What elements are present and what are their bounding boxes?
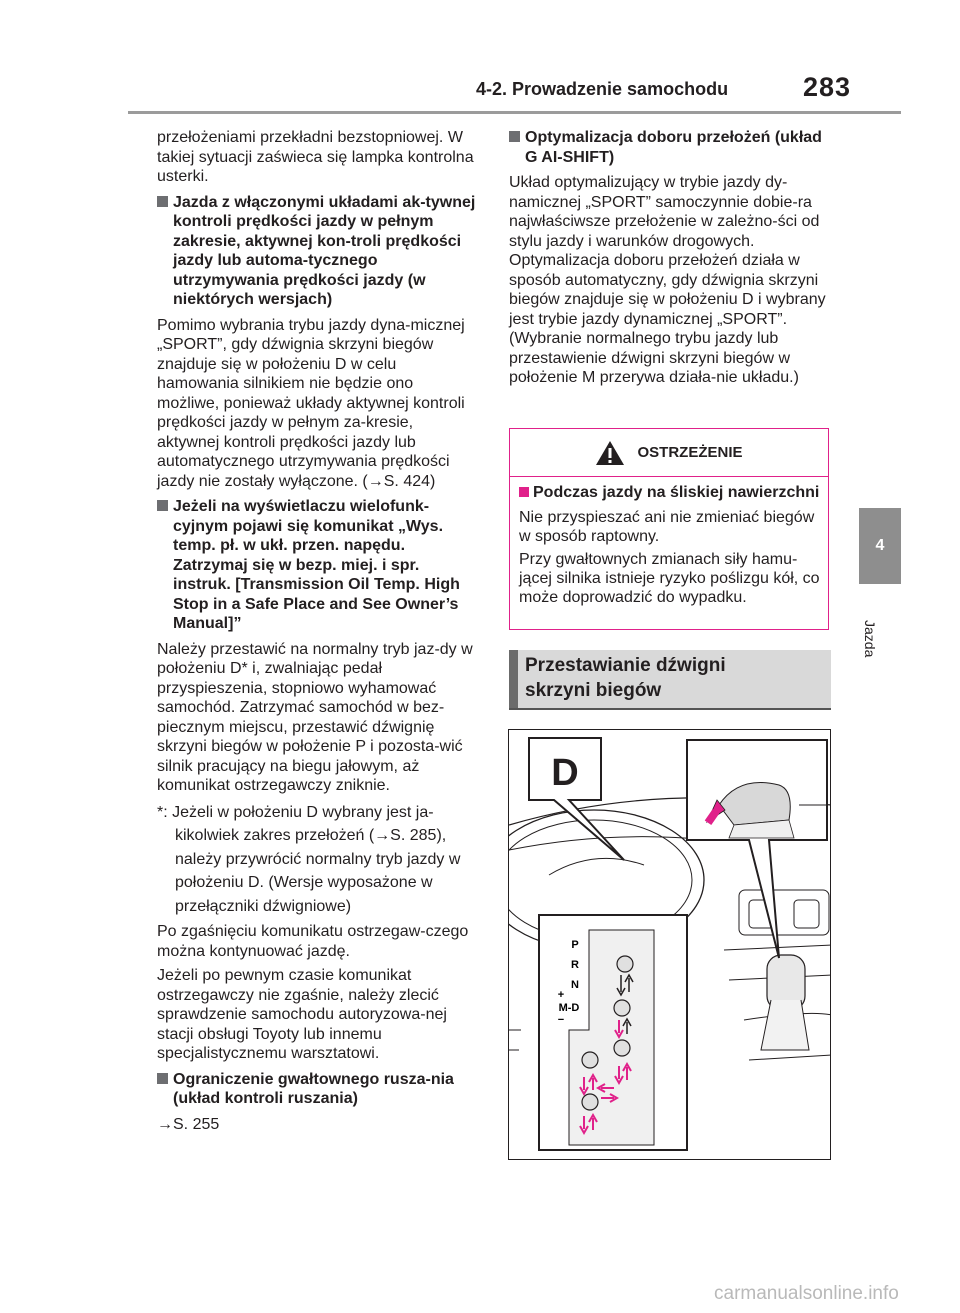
section-heading <box>509 650 831 708</box>
chapter-tab[interactable] <box>859 508 901 584</box>
gate-label: + <box>557 989 565 1001</box>
page-reference-link[interactable]: →S. 255 <box>157 1115 220 1133</box>
shift-lever-illustration <box>509 730 831 1160</box>
header-section-title: 4-2. Prowadzenie samochodu <box>476 79 729 99</box>
subheading: Jazda z włączonymi układami ak-tywnej kontroli prędkości jazdy w pełnym zakresie, aktywnej kon-troli prędkości jazdy lub automa-tycznego utrzymywania prędkości jazdy (w niektórych wersjach) <box>157 193 479 310</box>
warning-text: Przy gwałtownych zmianach siły hamu-jącej silnika istnieje ryzyko poślizgu kół, co może doprowadzić do wypadku. <box>519 551 820 606</box>
square-bullet-icon <box>157 196 168 207</box>
watermark: carmanualsonline.info <box>714 1283 899 1304</box>
subheading: Optymalizacja doboru przełożeń (układ G AI-SHIFT) <box>509 128 831 167</box>
chapter-label: Jazda <box>862 620 878 658</box>
section-rule <box>509 708 831 710</box>
warning-header <box>510 429 828 477</box>
warning-box <box>509 428 829 630</box>
square-bullet-icon <box>157 500 168 511</box>
paragraph: Po zgaśnięciu komunikatu ostrzegaw-czego można kontynuować jazdę. <box>157 923 469 960</box>
section-heading-bar <box>509 650 518 708</box>
subheading: Jeżeli na wyświetlaczu wielofunk-cyjnym pojawi się komunikat „Wys. temp. pł. w ukł. przen. napędu. Zatrzymaj się w bezp. miej. i spr. instruk. [Transmission Oil Temp. High Stop in a Safe Place and See Owner’s Manual]” <box>157 497 479 634</box>
shift-lever-figure <box>508 729 831 1160</box>
square-bullet-icon <box>519 487 529 497</box>
square-bullet-icon <box>509 131 520 142</box>
section-title-line: skrzyni biegów <box>525 680 662 701</box>
paragraph: Jeżeli po pewnym czasie komunikat ostrzegawczy nie zgaśnie, należy zlecić sprawdzenie samochodu autoryzowa-nej stacji obsługi Toyoty lub innemu specjalistycznemu warsztatowi. <box>157 967 447 1062</box>
header-rule <box>128 111 901 114</box>
footnote: *: Jeżeli w położeniu D wybrany jest ja-kikolwiek zakres przełożeń (→S. 285), należy przywrócić normalny tryb jazdy w położeniu D. (Wersje wyposażone w przełączniki dźwigniowe) <box>157 803 461 915</box>
callout-label: D <box>551 752 579 794</box>
gate-label: R <box>571 959 579 971</box>
warning-title: OSTRZEŻENIE <box>637 444 743 461</box>
paragraph: przełożeniami przekładni bezstopniowej. W takiej sytuacji zaświeca się lampka kontrolna usterki. <box>157 129 474 185</box>
paragraph: Należy przestawić na normalny tryb jaz-dy w położeniu D* i, zwalniając pedał przyspieszenia, stopniowo wyhamować samochód. Zatrzymać samochód w bez-piecznym miejscu, przestawić dźwignię skrzyni biegów w położenie P i pozosta-wić silnik pracujący na biegu jałowym, aż komunikat ostrzegawczy zniknie. <box>157 640 473 794</box>
chapter-number: 4 <box>875 537 885 554</box>
right-column <box>509 128 831 393</box>
gate-label: M-D <box>558 1002 580 1014</box>
gate-label: P <box>571 939 579 951</box>
warning-text: Nie przyspieszać ani nie zmieniać biegów w sposób raptowny. <box>519 509 815 545</box>
gate-label: N <box>571 979 579 991</box>
left-column <box>157 128 479 1139</box>
gate-label: − <box>557 1014 565 1026</box>
page-number: 283 <box>803 72 852 102</box>
warning-triangle-icon <box>595 440 625 466</box>
warning-subheading: Podczas jazdy na śliskiej nawierzchni <box>519 483 820 502</box>
section-title-line: Przestawianie dźwigni <box>525 655 726 676</box>
paragraph: Pomimo wybrania trybu jazdy dyna-micznej „SPORT”, gdy dźwignia skrzyni biegów znajduje się w położeniu D w celu hamowania silnikiem nie będzie ono możliwe, ponieważ układy aktywnej kontroli prędkości jazdy w pełnym za-kresie, aktywnej kontroli prędkości jazdy lub automatycznego utrzymywania prędkości jazdy nie zostały wyłączone. (→S. 424) <box>157 316 465 490</box>
paragraph: Układ optymalizujący w trybie jazdy dy-namicznej „SPORT” samoczynnie dobie-ra najwłaściwsze przełożenie w zależno-ści od stylu jazdy i warunków drogowych. Optymalizacja doboru przełożeń działa w sposób automatyczny, gdy dźwignia skrzyni biegów znajduje się w położeniu D i wybrany jest trybie jazdy dynamicznej „SPORT”. (Wybranie normalnego trybu jazdy lub przestawienie dźwigni skrzyni biegów w położenie M przerywa działa-nie układu.) <box>509 174 826 386</box>
square-bullet-icon <box>157 1073 168 1084</box>
subheading: Ograniczenie gwałtownego rusza-nia (układ kontroli ruszania) <box>157 1070 479 1109</box>
